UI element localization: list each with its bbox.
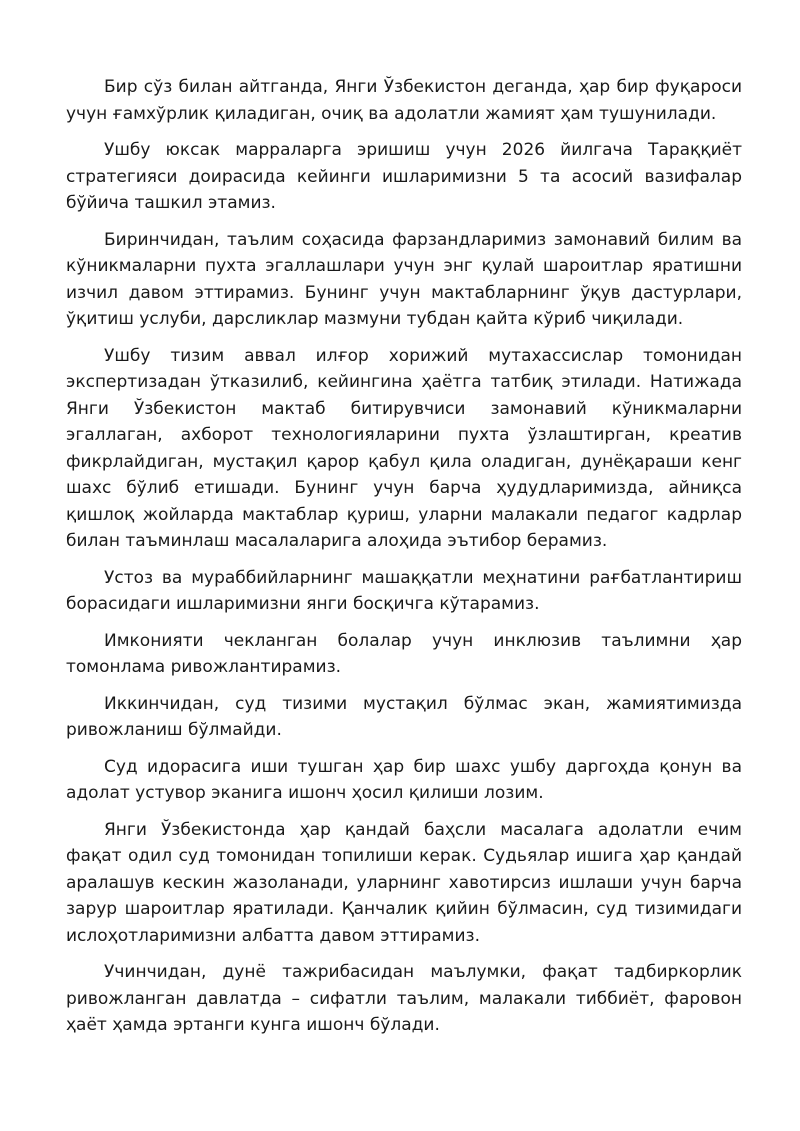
- paragraph-6: Имконияти чекланган болалар учун инклюзив таълимни ҳар томонлама ривожлантирамиз.: [66, 630, 742, 677]
- paragraph-2: Ушбу юксак марраларга эришиш учун 2026 йилгача Тараққиёт стратегияси доирасида кейинги ишларимизни 5 та асосий вазифалар бўйича ташкил этамиз.: [66, 140, 742, 213]
- paragraph-3: Биринчидан, таълим соҳасида фарзандларимиз замонавий билим ва кўникмаларни пухта эгаллашлари учун энг қулай шароитлар яратишни изчил давом эттирамиз. Бунинг учун мактабларнинг ўқув дастурлари, ўқитиш услуби, дарсликлар мазмуни тубдан қайта кўриб чиқилади.: [66, 229, 742, 329]
- paragraph-1: Бир сўз билан айтганда, Янги Ўзбекистон деганда, ҳар бир фуқароси учун ғамхўрлик қиладиган, очиқ ва адолатли жамият ҳам тушунилади.: [66, 77, 742, 124]
- document-body: [66, 74, 742, 1049]
- paragraph-9: Янги Ўзбекистонда ҳар қандай баҳсли масалага адолатли ечим фақат одил суд томонидан топилиши керак. Судьялар ишига ҳар қандай аралашув кескин жазоланади, уларнинг хавотирсиз ишлаши учун барча зарур шароитлар яратилади. Қанчалик қийин бўлмасин, суд тизимидаги ислоҳотларимизни албатта давом эттирамиз.: [66, 819, 742, 946]
- paragraph-5: Устоз ва мураббийларнинг машаққатли меҳнатини рағбатлантириш борасидаги ишларимизни янги босқичга кўтарамиз.: [66, 567, 742, 614]
- paragraph-4: Ушбу тизим аввал илғор хорижий мутахассислар томонидан экспертизадан ўтказилиб, кейингина ҳаётга татбиқ этилади. Натижада Янги Ўзбекистон мактаб битирувчиси замонавий кўникмаларни эгаллаган, ахборот технологияларини пухта ўзлаштирган, креатив фикрлайдиган, мустақил қарор қабул қила оладиган, дунёқараши кенг шахс бўлиб етишади. Бунинг учун барча ҳудудларимизда, айниқса қишлоқ жойларда мактаблар қуриш, уларни малакали педагог кадрлар билан таъминлаш масалаларига алоҳида эътибор берамиз.: [66, 345, 742, 551]
- paragraph-7: Иккинчидан, суд тизими мустақил бўлмас экан, жамиятимизда ривожланиш бўлмайди.: [66, 693, 742, 740]
- paragraph-8: Суд идорасига иши тушган ҳар бир шахс ушбу даргоҳда қонун ва адолат устувор эканига ишонч ҳосил қилиши лозим.: [66, 756, 742, 803]
- paragraph-10: Учинчидан, дунё тажрибасидан маълумки, фақат тадбиркорлик ривожланган давлатда – сифатли таълим, малакали тиббиёт, фаровон ҳаёт ҳамда эртанги кунга ишонч бўлади.: [66, 962, 742, 1035]
